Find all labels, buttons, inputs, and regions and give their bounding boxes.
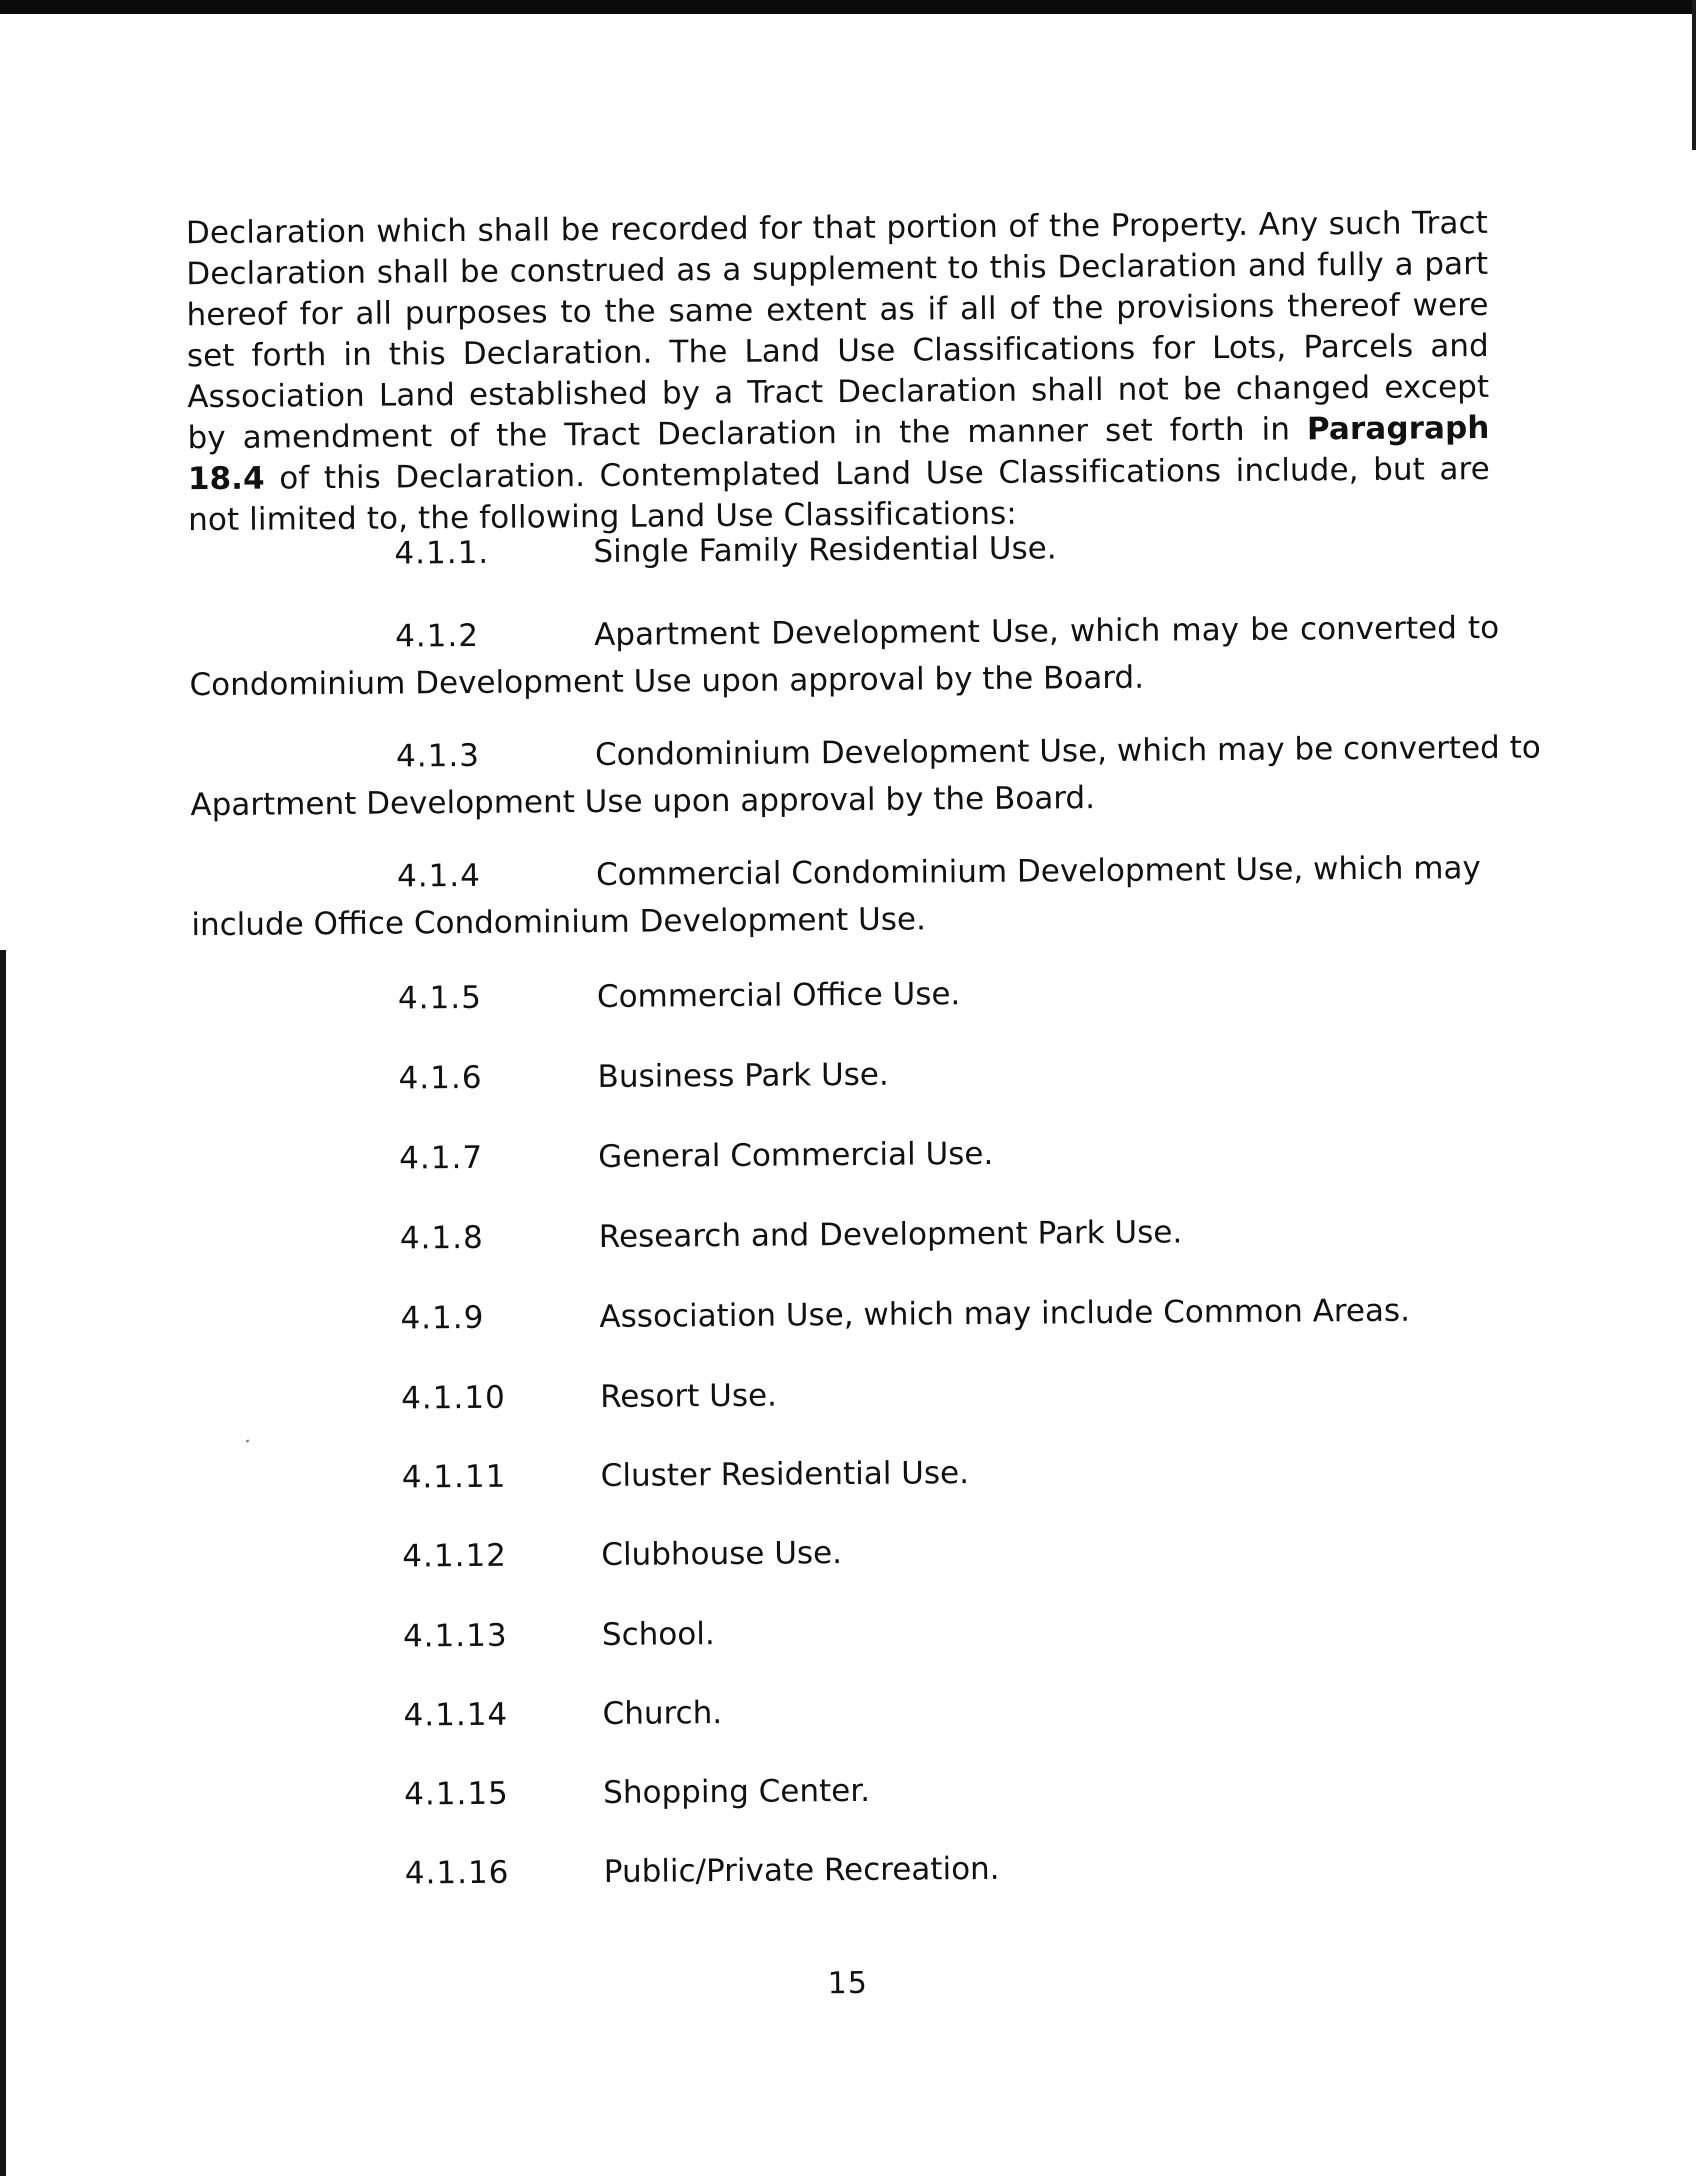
list-item-4-1-11 (196, 1446, 1506, 1496)
item-number: 4.1.3 (395, 737, 481, 775)
item-number: 4.1.5 (397, 979, 483, 1017)
item-text: Church. (602, 1695, 723, 1732)
item-text: Business Park Use. (597, 1056, 889, 1095)
item-text: General Commercial Use. (598, 1135, 994, 1175)
item-number: 4.1.16 (404, 1854, 510, 1892)
item-text: Shopping Center. (603, 1772, 871, 1811)
intro-text-start: Declaration which shall be recorded for that portion of the Property. Any such Tract Declaration shall be construed as a supplement to this Declaration and fully a part hereof for all purposes to the same extent as if all of the provisions thereof were set forth in this Declaration. The Land Use Classifications for Lots, Parcels and Association Land established by a Tract Declaration shall not be changed except by amendment of the Tract Declaration in the manner set forth in (185, 204, 1490, 457)
item-text: Research and Development Park Use. (598, 1214, 1183, 1255)
list-item-4-1-10 (195, 1367, 1505, 1417)
item-number: 4.1.9 (400, 1299, 485, 1337)
scan-edge-right (1692, 0, 1696, 150)
list-item-4-1-9 (194, 1287, 1504, 1337)
paragraph-reference: Paragraph 18.4 (187, 409, 1490, 498)
list-item-4-1-15 (198, 1763, 1508, 1813)
item-number: 4.1.10 (400, 1379, 506, 1417)
list-item-4-1-5 (192, 967, 1502, 1017)
item-number: 4.1.1. (394, 534, 490, 572)
item-text: Clubhouse Use. (601, 1535, 843, 1573)
item-number: 4.1.4 (396, 857, 482, 895)
item-number: 4.1.2 (394, 617, 480, 655)
item-text: Public/Private Recreation. (603, 1850, 1000, 1890)
list-item-4-1-2 (189, 605, 1500, 704)
item-number: 4.1.15 (404, 1775, 509, 1813)
list-item-4-1-7 (193, 1127, 1503, 1177)
item-text-line-2: include Office Condominium Development Use. (191, 901, 927, 944)
item-text-line-1: Apartment Development Use, which may be converted to (593, 609, 1500, 653)
intro-text-end: of this Declaration. Contemplated Land Use Classifications include, but are not limited to, the following Land Use Classifications: (188, 450, 1490, 539)
item-text: School. (601, 1616, 715, 1653)
list-item-4-1-16 (199, 1842, 1509, 1892)
item-number: 4.1.8 (399, 1219, 484, 1257)
item-text-line-2: Condominium Development Use upon approval by the Board. (189, 659, 1145, 704)
item-text: Cluster Residential Use. (600, 1455, 970, 1494)
item-text: Single Family Residential Use. (593, 530, 1057, 571)
item-text-line-1: Condominium Development Use, which may be converted to (594, 729, 1541, 773)
item-number: 4.1.12 (402, 1537, 508, 1575)
intro-paragraph (186, 203, 1491, 541)
list-item-4-1-13 (197, 1605, 1507, 1655)
item-number: 4.1.11 (401, 1458, 507, 1496)
list-item-4-1-6 (192, 1047, 1502, 1097)
list-item-4-1-12 (196, 1525, 1506, 1575)
item-number: 4.1.14 (403, 1696, 509, 1734)
list-item-4-1-8 (194, 1207, 1504, 1257)
item-number: 4.1.7 (399, 1139, 484, 1177)
page-number: 15 (827, 1965, 869, 2002)
list-item-4-1-14 (197, 1684, 1507, 1734)
list-item-4-1-3 (190, 725, 1541, 824)
item-text: Commercial Office Use. (596, 976, 961, 1015)
item-number: 4.1.6 (398, 1059, 483, 1097)
item-text-line-2: Apartment Development Use upon approval by the Board. (190, 780, 1096, 824)
item-text: Association Use, which may include Common Areas. (599, 1292, 1411, 1335)
item-text-line-1: Commercial Condominium Development Use, which may (595, 850, 1481, 893)
item-number: 4.1.13 (402, 1617, 508, 1655)
list-item-4-1-4 (191, 845, 1501, 944)
item-text: Resort Use. (599, 1377, 778, 1415)
